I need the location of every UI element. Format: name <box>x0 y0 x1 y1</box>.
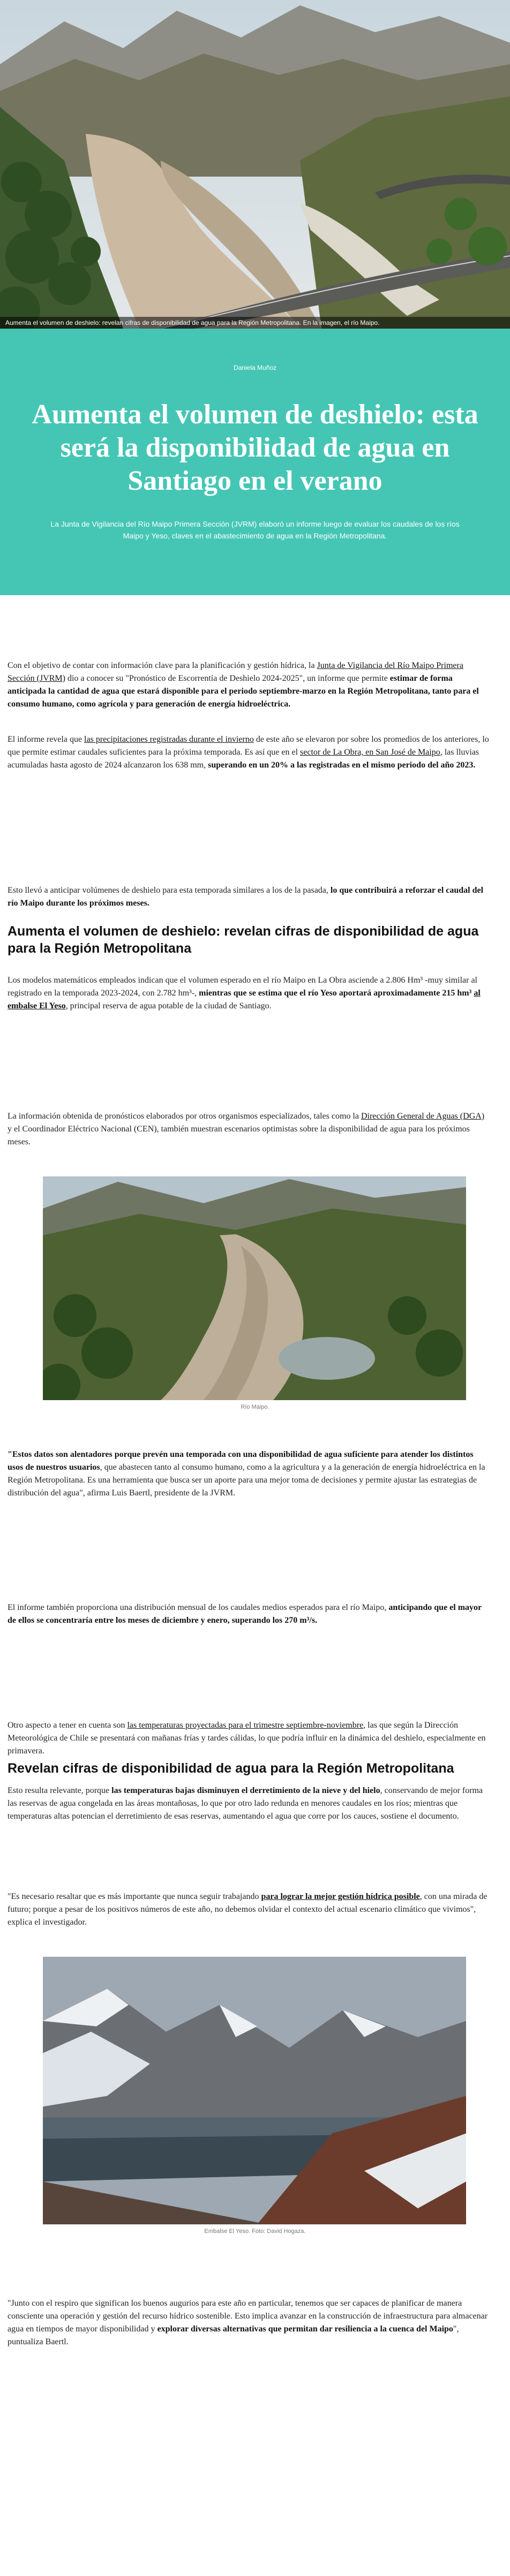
paragraph-4 <box>8 974 490 1013</box>
bold-text: anticipando que el mayor de ellos se concentraría entre los meses de diciembre y enero, superando los 270 m³/s. <box>8 1603 482 1625</box>
link-junta-vigilancia[interactable]: Junta de Vigilancia del Río Maipo Primera Sección (JVRM) <box>8 661 463 683</box>
paragraph-5 <box>8 1110 490 1149</box>
page-title: Aumenta el volumen de deshielo: esta será la disponibilidad de agua en Santiago en el verano <box>32 399 478 496</box>
link-precipitaciones[interactable]: las precipitaciones registradas durante el invierno <box>84 735 254 744</box>
text: Con el objetivo de contar con información clave para la planificación y gestión hídrica, la <box>8 661 317 670</box>
article-body <box>0 595 510 2576</box>
text: dio a conocer su "Pronóstico de Escorrentía de Deshielo 2024-2025", un informe que permite <box>65 674 390 683</box>
paragraph-11 <box>8 2297 490 2349</box>
text: de este año se elevaron por sobre los promedios de los anteriores, lo que permite estimar caudales suficientes para la próxima temporada. Es así que en el <box>8 735 489 757</box>
photo-embalse <box>43 1957 466 2224</box>
photo-caption: Embalse El Yeso. Foto: David Hogaza. <box>204 2228 306 2235</box>
subheadline: La Junta de Vigilancia del Río Maipo Primera Sección (JVRM) elaboró un informe luego de evaluar los caudales de los ríos Maipo y Yeso, claves en el abastecimiento de agua en la Región Metropolitana. <box>50 520 460 540</box>
photo-rio-maipo <box>43 1176 466 1400</box>
text: Esto resulta relevante, porque <box>8 1786 112 1795</box>
text: El informe también proporciona una distribución mensual de los caudales medios esperados para el río Maipo, <box>8 1603 389 1612</box>
bold-text: explorar diversas alternativas que permitan dar resiliencia a la cuenca del Maipo <box>157 2324 453 2334</box>
text: , las lluvias acumuladas hasta agosto de 2024 alcanzaron los 638 mm, <box>8 748 479 770</box>
paragraph-6 <box>8 1448 490 1500</box>
section-heading-2: Revelan cifras de disponibilidad de agua para la Región Metropolitana <box>8 1761 454 1776</box>
paragraph-1 <box>8 659 490 711</box>
paragraph-7 <box>8 1601 490 1627</box>
text: "Junto con el respiro que significan los buenos augurios para este año en particular, tenemos que ser capaces de planificar de manera consciente una operación y gestión del recurso hídrico sostenible. Esto implica avanzar en la construcción de infraestructura para almacenar agua en tiempos de mayor disponibilidad y <box>8 2299 488 2334</box>
paragraph-9 <box>8 1784 490 1823</box>
bold-text: las temperaturas bajas disminuyen el derretimiento de la nieve y del hielo <box>111 1786 380 1795</box>
bold-text: lo que contribuirá a reforzar el caudal del río Maipo durante los próximos meses. <box>8 886 484 908</box>
text: El informe revela que <box>8 735 85 744</box>
text: La información obtenida de pronósticos elaborados por otros organismos especializados, tales como la <box>8 1112 361 1121</box>
title-block <box>0 329 510 595</box>
text: , principal reserva de agua potable de la ciudad de Santiago. <box>65 1001 272 1010</box>
text: Otro aspecto a tener en cuenta son <box>8 1721 128 1730</box>
hero-image <box>0 0 510 329</box>
photo-embalse-el-yeso <box>43 1957 466 2224</box>
photo-river-maipo <box>43 1176 466 1400</box>
text: Los modelos matemáticos empleados indican que el volumen esperado en el río Maipo en La Obra asciende a 2.806 Hm³ -muy similar al registrado en la temporada 2023-2024, con 2.782 hm³-, <box>8 976 477 998</box>
link-temperaturas[interactable]: las temperaturas proyectadas para el trimestre septiembre-noviembre <box>127 1721 364 1730</box>
text: ", puntualiza Baertl. <box>8 2324 459 2346</box>
hero-photo-river-valley <box>0 0 510 329</box>
bold-text: "Estos datos son alentadores porque prevén una temporada con una disponibilidad de agua suficiente para atender los distintos usos de nuestros usuarios <box>8 1450 474 1472</box>
bold-text: superando en un 20% a las registradas en el mismo periodo del año 2023. <box>208 761 476 770</box>
section-heading-1: Aumenta el volumen de deshielo: revelan cifras de disponibilidad de agua para la Región Metropolitana <box>8 924 479 956</box>
link-dga[interactable]: Dirección General de Aguas (DGA) <box>361 1112 485 1121</box>
paragraph-10 <box>8 1890 490 1929</box>
paragraph-8 <box>8 1719 490 1758</box>
text: y el Coordinador Eléctrico Nacional (CEN), también muestran escenarios optimistas sobre la disponibilidad de agua para los próximos meses. <box>8 1124 470 1146</box>
byline-author[interactable]: Daniela Muñoz <box>233 364 277 371</box>
paragraph-2 <box>8 733 490 772</box>
text: , conservando de mejor forma las reservas de agua congelada en las áreas montañosas, lo que por otro lado redunda en menores caudales en los ríos; mientras que temperaturas altas potencian el derretimiento de esas reservas, aumentando el agua que corre por los cauces, sostiene el documento. <box>8 1786 483 1821</box>
bold-text: mientras que se estima que el río Yeso aportará aproximadamente 215 hm³ <box>199 989 472 998</box>
photo-caption: Río Maipo. <box>241 1404 269 1410</box>
hero-caption: Aumenta el volumen de deshielo: revelan cifras de disponibilidad de agua para la Región Metropolitana. En la imagen, el río Maipo. <box>0 317 510 329</box>
bold-text: estimar de forma anticipada la cantidad de agua que estará disponible para el periodo septiembre-marzo en la Región Metropolitana, tanto para el consumo humano, como agrícola y para generación de energía hidroeléctrica. <box>8 674 479 709</box>
link-embalse-el-yeso[interactable]: al embalse El Yeso <box>8 989 481 1010</box>
link-gestion-hidrica[interactable]: para lograr la mejor gestión hídrica posible <box>261 1892 420 1901</box>
text: "Es necesario resaltar que es más importante que nunca seguir trabajando <box>8 1892 261 1901</box>
link-la-obra[interactable]: sector de La Obra, en San José de Maipo <box>300 748 440 757</box>
text: , que abastecen tanto al consumo humano, como a la agricultura y a la generación de energía hidroeléctrica en la Región Metropolitana. Es una herramienta que busca ser un aporte para una mejor toma de decisiones y permite ajustar las estrategias de distribución del agua", afirma Luis Baertl, presidente de la JVRM. <box>8 1463 485 1498</box>
paragraph-3 <box>8 884 490 910</box>
text: , con una mirada de futuro; porque a pesar de los positivos números de este año, no debemos olvidar el contexto del actual escenario climático que vivimos", explica el investigador. <box>8 1892 488 1927</box>
text: , las que según la Dirección Meteorológica de Chile se presentará con mañanas frías y tardes cálidas, lo que podría influir en la dinámica del deshielo, especialmente en primavera. <box>8 1721 486 1756</box>
text: Esto llevó a anticipar volúmenes de deshielo para esta temporada similares a los de la pasada, <box>8 886 331 895</box>
